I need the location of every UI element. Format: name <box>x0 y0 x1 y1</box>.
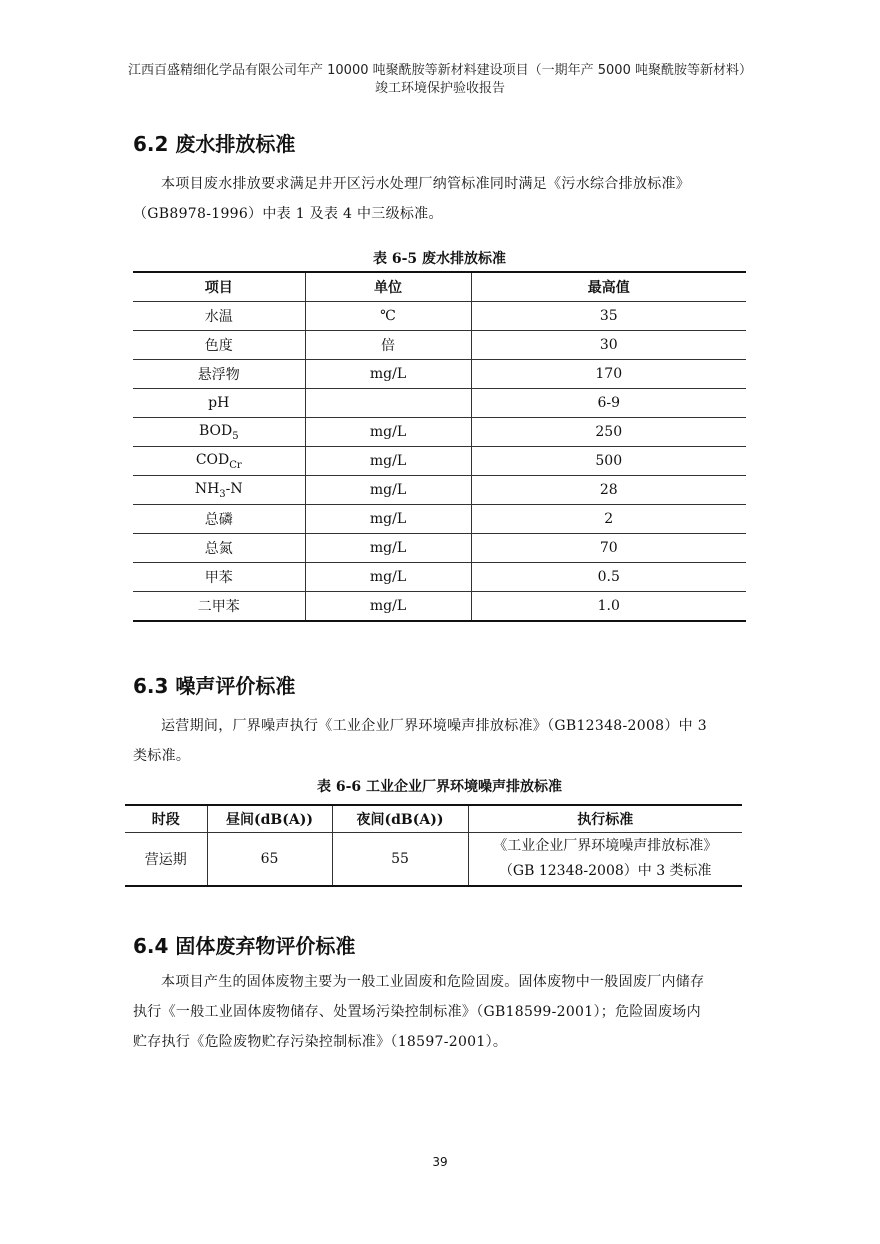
item-name: 总氮 <box>204 541 233 557</box>
paragraph-6-2-line-1: 本项目废水排放要求满足井开区污水处理厂纳管标准同时满足《污水综合排放标准》 <box>161 176 691 192</box>
table-row <box>125 833 742 887</box>
page-header <box>0 62 880 98</box>
heading-6-2: 6.2 废水排放标准 <box>133 132 296 156</box>
item-subscript: Cr <box>229 459 242 471</box>
cell-max-value: 0.5 <box>471 563 746 592</box>
table-row <box>133 360 746 389</box>
cell-unit: mg/L <box>305 534 471 563</box>
table-header-row <box>133 272 746 302</box>
header-item: 项目 <box>133 272 305 302</box>
standard-line-1: 《工业企业厂界环境噪声排放标准》 <box>493 838 718 854</box>
cell-day: 65 <box>207 833 332 887</box>
cell-item <box>133 418 305 447</box>
cell-max-value: 70 <box>471 534 746 563</box>
cell-standard <box>468 833 742 887</box>
cell-max-value: 250 <box>471 418 746 447</box>
item-name: 悬浮物 <box>197 367 240 383</box>
cell-unit: mg/L <box>305 476 471 505</box>
cell-max-value: 500 <box>471 447 746 476</box>
item-name: 色度 <box>204 338 233 354</box>
item-subscript: 5 <box>232 430 239 442</box>
cell-item <box>133 360 305 389</box>
item-name: NH <box>194 480 220 497</box>
heading-6-3: 6.3 噪声评价标准 <box>133 674 296 698</box>
table-row <box>133 331 746 360</box>
cell-max-value: 1.0 <box>471 592 746 622</box>
cell-unit: mg/L <box>305 592 471 622</box>
paragraph-6-2 <box>133 169 749 229</box>
item-subscript: 3 <box>219 488 226 500</box>
item-name: 二甲苯 <box>197 599 240 615</box>
cell-max-value: 6-9 <box>471 389 746 418</box>
paragraph-6-4-line-1: 本项目产生的固体废物主要为一般工业固废和危险固废。固体废物中一般固废厂内储存 <box>161 974 705 990</box>
table-row <box>133 534 746 563</box>
cell-item <box>133 563 305 592</box>
table-row <box>133 563 746 592</box>
cell-unit: 倍 <box>305 331 471 360</box>
paragraph-6-4-line-3: 贮存执行《危险废物贮存污染控制标准》（18597-2001）。 <box>133 1034 508 1050</box>
cell-item <box>133 447 305 476</box>
table-6-5-caption: 表 6-5 废水排放标准 <box>372 251 507 267</box>
paragraph-6-4 <box>133 967 749 1057</box>
item-suffix: -N <box>225 480 243 497</box>
paragraph-6-4-line-2: 执行《一般工业固体废物储存、处置场污染控制标准》（GB18599-2001）；危险固废场内 <box>133 1004 701 1020</box>
header-night: 夜间(dB(A)) <box>332 805 468 833</box>
cell-unit: mg/L <box>305 447 471 476</box>
cell-unit: mg/L <box>305 360 471 389</box>
wastewater-standard-table <box>133 271 746 622</box>
header-max-value: 最高值 <box>471 272 746 302</box>
table-row <box>133 592 746 622</box>
heading-6-4: 6.4 固体废弃物评价标准 <box>133 934 356 958</box>
table-row <box>133 389 746 418</box>
cell-period: 营运期 <box>125 833 207 887</box>
table-row <box>133 302 746 331</box>
cell-item <box>133 592 305 622</box>
cell-item <box>133 505 305 534</box>
header-standard: 执行标准 <box>468 805 742 833</box>
paragraph-6-2-line-2: （GB8978-1996）中表 1 及表 4 中三级标准。 <box>133 206 443 222</box>
cell-unit: mg/L <box>305 563 471 592</box>
page-number: 39 <box>432 1155 448 1169</box>
item-name: pH <box>208 395 230 411</box>
header-line-2: 竣工环境保护验收报告 <box>374 81 505 96</box>
table-6-6-caption: 表 6-6 工业企业厂界环境噪声排放标准 <box>316 779 563 795</box>
paragraph-6-3 <box>133 711 749 771</box>
standard-line-2: （GB 12348-2008）中 3 类标准 <box>498 863 712 879</box>
paragraph-6-3-line-2: 类标准。 <box>133 748 191 764</box>
cell-item <box>133 302 305 331</box>
table-row <box>133 447 746 476</box>
item-name: 总磷 <box>204 512 233 528</box>
noise-standard-table <box>125 804 742 887</box>
cell-item <box>133 389 305 418</box>
item-name: BOD <box>198 422 233 439</box>
paragraph-6-3-line-1: 运营期间，厂界噪声执行《工业企业厂界环境噪声排放标准》（GB12348-2008）中 3 <box>161 718 707 734</box>
cell-night: 55 <box>332 833 468 887</box>
header-line-1: 江西百盛精细化学品有限公司年产 10000 吨聚酰胺等新材料建设项目（一期年产 5000 吨聚酰胺等新材料） <box>128 63 752 78</box>
cell-item <box>133 534 305 563</box>
table-row <box>133 505 746 534</box>
cell-max-value: 30 <box>471 331 746 360</box>
cell-unit: mg/L <box>305 418 471 447</box>
cell-max-value: 2 <box>471 505 746 534</box>
item-name: 甲苯 <box>204 570 233 586</box>
cell-max-value: 35 <box>471 302 746 331</box>
item-name: COD <box>195 451 230 468</box>
cell-max-value: 170 <box>471 360 746 389</box>
cell-max-value: 28 <box>471 476 746 505</box>
cell-item <box>133 331 305 360</box>
table-row <box>133 476 746 505</box>
header-period: 时段 <box>125 805 207 833</box>
item-name: 水温 <box>204 309 233 325</box>
cell-item <box>133 476 305 505</box>
header-unit: 单位 <box>305 272 471 302</box>
cell-unit: mg/L <box>305 505 471 534</box>
cell-unit <box>305 389 471 418</box>
table-header-row <box>125 805 742 833</box>
header-day: 昼间(dB(A)) <box>207 805 332 833</box>
cell-unit: ℃ <box>305 302 471 331</box>
table-row <box>133 418 746 447</box>
